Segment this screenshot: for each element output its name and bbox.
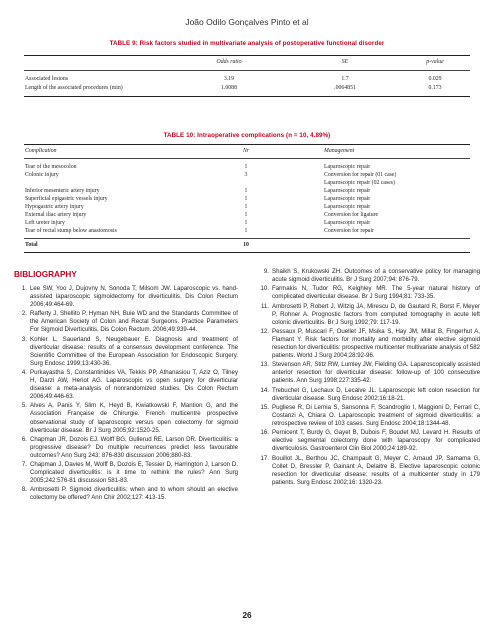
reference-text: Ambrosetti P. Sigmoid diverticulitis: when and to whom should an elective colectomy be offered? Ann Chir 2002;127: 413-15. bbox=[30, 486, 238, 502]
reference-item bbox=[256, 387, 480, 403]
reference-item bbox=[256, 361, 480, 385]
table-10-title: TABLE 10: Intraoperative complications (n = 10, 4.89%) bbox=[163, 132, 331, 139]
table-9-header-se: SE bbox=[341, 59, 349, 65]
reference-number: 13. bbox=[260, 361, 269, 369]
reference-text: Purkayastha S, Constantinides VA, Tekkis PP, Athanasiou T, Aziz O, Tilney H, Darzi AW, Heriot AG. Laparoscopic vs open surgery for diverticular disease: a meta-analysis of nonrandomized studies. Dis Colon Rectum 2006;49:446-63. bbox=[30, 369, 238, 401]
reference-number: 3. bbox=[21, 335, 27, 343]
reference-text: Chapman J, Davies M, Wolff B, Dozois E, Tessier D, Harrington J, Larson D. Complicated diverticulitis: is it time to rethink the rules? Ann Surg 2005;242:576-81 discussion 581-83. bbox=[30, 461, 238, 485]
table-10-cell-complication: External iliac artery injury bbox=[25, 212, 87, 218]
table-9-cell-pvalue: 0.173 bbox=[428, 85, 442, 91]
table-10-cell-nr: 1 bbox=[244, 212, 248, 218]
reference-number: 12. bbox=[260, 327, 269, 335]
reference-number: 15. bbox=[260, 403, 269, 411]
table-10-cell-management: Conversion for repair bbox=[324, 228, 374, 234]
reference-number: 11. bbox=[260, 302, 269, 310]
table-9-cell-se: .0064851 bbox=[334, 85, 356, 91]
reference-number: 6. bbox=[21, 435, 27, 443]
table-9-top-rule bbox=[24, 55, 470, 56]
reference-item bbox=[256, 328, 480, 360]
reference-number: 1. bbox=[21, 285, 27, 292]
table-10-header-rule bbox=[24, 158, 470, 159]
table-10-cell-management: Laparoscopic repair bbox=[324, 204, 371, 210]
table-10-cell-complication: Hypogastric artery injury bbox=[25, 204, 84, 210]
table-10-cell-nr: 1 bbox=[244, 228, 248, 234]
reference-number: 5. bbox=[21, 402, 27, 410]
table-10-total-rule bbox=[24, 238, 470, 239]
table-9-header-rule bbox=[24, 70, 470, 71]
reference-item bbox=[256, 404, 480, 428]
table-10-cell-complication: Colonic injury bbox=[25, 172, 59, 178]
reference-item bbox=[14, 369, 238, 401]
table-10-total-label: Total bbox=[25, 242, 38, 248]
table-10-cell-nr: 3 bbox=[244, 172, 248, 178]
reference-list-left bbox=[14, 285, 238, 504]
table-10-cell-complication: Tear of rectal stump below anastomosis bbox=[25, 228, 117, 234]
reference-text: Rafferty J, Shellito P, Hyman NH, Buie WD and the Standards Committee of the American Society of Colon and Rectal Surgeons. Practice Parameters For Sigmoid Diverticulitis. Dis Colon Rectum. 2006;49:939-44. bbox=[30, 310, 238, 334]
reference-text: Pernicent T, Burdy G, Gayet B, Dubois F, Boudet MJ, Levard H. Results of elective segmental colectomy done with laparoscopy for complicated diverticulosis. Gastroenterol Clin Biol 2000;24:189-92. bbox=[272, 429, 480, 453]
table-10-cell-management: Conversion for repair (01 case) bbox=[324, 172, 397, 178]
reference-item bbox=[14, 402, 238, 434]
table-10-top-rule bbox=[24, 144, 470, 145]
table-9-cell-label: Length of the associated procedures (min) bbox=[25, 85, 123, 91]
reference-number: 16. bbox=[260, 429, 269, 437]
table-10-cell-nr: 1 bbox=[244, 196, 248, 202]
reference-text: Kohler L, Sauerland S, Neugebauer E. Diagnosis and treatment of diverticular disease: results of a consensus development conference. The Scientific Committee of the European Association for Endoscopic Surgery. Surg Endosc 1999;13:430-36. bbox=[30, 335, 238, 367]
table-9-title: TABLE 9: Risk factors studied in multivariate analysis of postoperative functional disorder bbox=[109, 40, 385, 47]
table-10-cell-nr: 1 bbox=[244, 188, 248, 194]
table-9-cell-odds: 1.0088 bbox=[221, 85, 237, 91]
table-9-header-pvalue: p-value bbox=[426, 59, 444, 65]
table-10-bottom-rule bbox=[24, 252, 470, 253]
table-9-bottom-rule bbox=[24, 96, 470, 97]
reference-number: 17. bbox=[260, 454, 269, 462]
reference-number: 8. bbox=[21, 486, 27, 494]
reference-item bbox=[14, 285, 238, 309]
reference-text: Shaikh S, Krukowski ZH. Outcomes of a conservative policy for managing acute sigmoid diverticulitis. Br J Surg 2007;94: 876-79. bbox=[272, 268, 480, 284]
table-10-cell-complication: Tear of the mesocolon bbox=[25, 164, 77, 170]
reference-text: Farmakis N, Tudor RG, Keighley MR. The 5-year natural history of complicated diverticular disease. Br J Surg 1994;81: 733-35. bbox=[272, 285, 480, 301]
reference-text: Pugliese R, Di Lernia S, Sansonna F, Scandroglio I, Maggioni D, Ferrari C, Costanzi A, Chiara O. Laparoscopic treatment of sigmoid diverticulitis: a retrospective review of 103 cases. Surg Endosc 2004;18:1344-48. bbox=[272, 403, 480, 427]
table-10-cell-nr: 1 bbox=[244, 220, 248, 226]
bibliography-heading: BIBLIOGRAPHY bbox=[14, 270, 77, 279]
table-10-cell-nr: 1 bbox=[244, 204, 248, 210]
reference-item bbox=[14, 310, 238, 334]
reference-text: Alves A, Panis Y, Slim K, Heyd B, Kwiatkowski F, Mantion G, and the Association Française de Chirurgie. French multicentre prospective observational study of laparoscopic versus open colectomy for sigmoid diverticular disease. Br J Surg 2005;92:1520-25. bbox=[30, 402, 238, 434]
reference-number: 9. bbox=[263, 268, 269, 275]
reference-number: 7. bbox=[21, 461, 27, 469]
reference-text: Pessaux P, Muscari F, Ouellet JF, Msika S, Hay JM, Millat B, Fingerhut A, Flamant Y. Risk factors for mortality and morbidity after elective sigmoid resection for diverticulitis: prospective multicenter multivariate analysis of 582 patients. World J Surg 2004;28:92-96. bbox=[272, 327, 480, 360]
table-10-header-nr: Nr bbox=[242, 148, 250, 154]
table-9-cell-pvalue: 0.029 bbox=[428, 76, 442, 82]
table-10-total-value: 10 bbox=[243, 242, 249, 248]
table-10-cell-management: Conversion for ligature bbox=[324, 212, 379, 218]
table-10-header-complication: Complication bbox=[25, 148, 57, 154]
table-9-header-odds: Odds ratio bbox=[216, 59, 242, 65]
reference-text: Chapman JR, Dozois EJ, Wolff BG, Gullerud RE, Larson DR. Diverticulitis: a progressive disease? Do multiple recurrences predict less favourable outcomes? Ann Surg 243: 876-830 discussion 2006;880-83. bbox=[30, 435, 238, 459]
reference-item bbox=[14, 461, 238, 485]
table-10-cell-complication: Superficial epigastric vessels injury bbox=[25, 196, 108, 202]
page-number: 26 bbox=[242, 611, 252, 620]
table-10-cell-management: Laparoscopic repair bbox=[324, 164, 371, 170]
table-10-header-management: Management bbox=[324, 148, 355, 154]
table-9-cell-odds: 3.19 bbox=[223, 76, 235, 82]
table-10-cell-management: Laparoscopic repair bbox=[324, 220, 371, 226]
running-header: João Odilo Gonçalves Pinto et al bbox=[185, 17, 309, 27]
table-10-cell-nr: 1 bbox=[244, 164, 248, 170]
reference-text: Trebuchet G, Lechaux D, Lecalve JL. Laparoscopic left colon resection for diverticular disease. Surg Endosc 2002;16:18-21. bbox=[272, 386, 480, 402]
reference-list-right bbox=[256, 268, 480, 488]
reference-item bbox=[256, 285, 480, 301]
table-10-cell-complication: Left ureter injury bbox=[25, 220, 65, 226]
table-10-cell-complication: Inferior mesenteric artery injury bbox=[25, 188, 100, 194]
reference-item bbox=[14, 486, 238, 502]
reference-number: 10. bbox=[260, 285, 269, 293]
reference-text: Ambrosetti P, Robert J, Witzig JA, Mirescu D, de Gautard R, Borst F, Meyer P, Rohner A. Prognostic factors from computed tomography in acute left colonic diverticulitis. Br J Surg 1992;79: 117-19. bbox=[272, 302, 480, 326]
reference-text: Lee SW, Yoo J, Dujovny N, Sonoda T, Milsom JW. Laparoscopic vs. hand-assisted laparoscopic sigmoidectomy for diverticulitis. Dis Colon Rectum 2006;49:464-69. bbox=[30, 285, 238, 309]
reference-item bbox=[14, 436, 238, 460]
table-10-cell-management: Laparoscopic repair bbox=[324, 188, 371, 194]
reference-item bbox=[256, 455, 480, 487]
reference-number: 14. bbox=[260, 386, 269, 394]
table-10-cell-management: Laparoscopic repair bbox=[324, 196, 371, 202]
table-9-cell-label: Associated lesions bbox=[25, 76, 68, 82]
reference-item bbox=[256, 303, 480, 327]
reference-number: 2. bbox=[21, 310, 27, 318]
reference-item bbox=[256, 429, 480, 453]
reference-text: Bouillot JL, Berthou JC, Champault G, Meyer C, Arnaud JP, Samama G, Collet D, Bressler P, Gainant A, Delaitre B. Elective laparoscopic colonic resection for diverticular disease: results of a multicenter study in 179 patients. Surg Endosc 2002;16: 1320-23. bbox=[272, 454, 480, 486]
reference-item bbox=[14, 336, 238, 368]
reference-number: 4. bbox=[21, 369, 27, 377]
reference-item bbox=[256, 268, 480, 284]
table-10-cell-management: Laparoscopic repair (02 cases) bbox=[324, 180, 395, 186]
table-9-cell-se: 1.7 bbox=[341, 76, 349, 82]
reference-text: Stevenson AR, Stitz RW, Lumley JW, Fielding GA. Laparoscopically assisted anterior resection for diverticular disease: follow-up of 100 consecutive patients. Ann Surg 1998;227:335-42. bbox=[272, 361, 480, 385]
